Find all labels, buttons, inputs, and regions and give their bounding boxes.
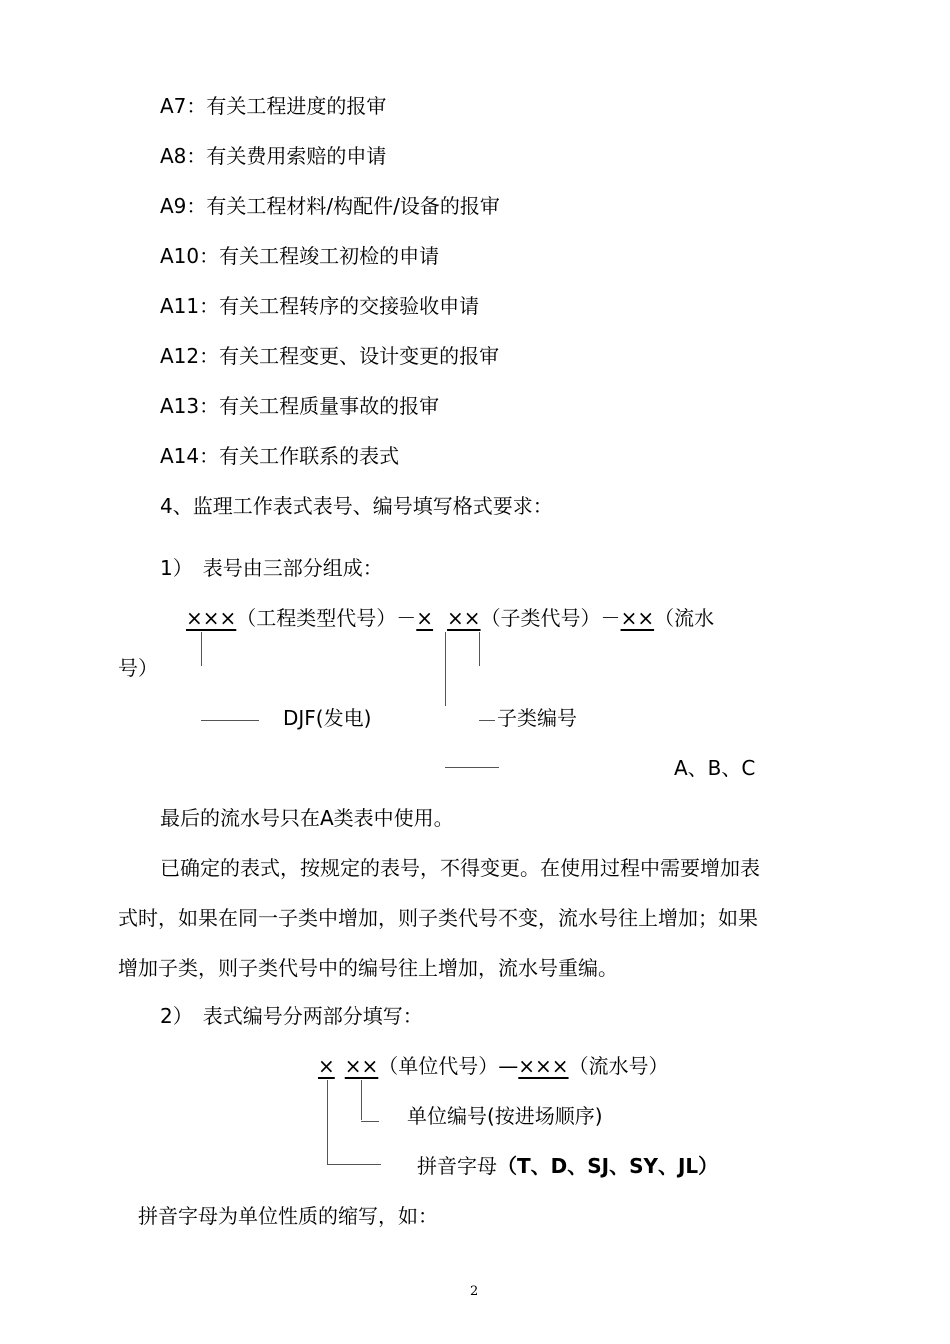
list-item-a9 <box>160 194 500 218</box>
format1-type-label: （工程类型代号）－ <box>236 606 417 630</box>
list-item-a10 <box>160 244 439 268</box>
list-item-a8 <box>160 144 386 168</box>
format2-xxx: ××× <box>518 1054 569 1078</box>
item-code: A8： <box>160 144 207 168</box>
item2-text: 表式编号分两部分填写： <box>202 1004 423 1028</box>
format1-djf: DJF(发电) <box>283 706 372 730</box>
item-code: A7： <box>160 94 207 118</box>
format1-serial-label-a: （流水 <box>654 606 715 630</box>
item-text: 有关工程转序的交接验收申请 <box>219 294 480 318</box>
item-text: 有关工程变更、设计变更的报审 <box>219 344 500 368</box>
list-item-a12 <box>160 344 499 368</box>
format1-serial-label-b: 号） <box>118 656 158 680</box>
format2-serial-label: （流水号） <box>568 1054 669 1078</box>
item-code: A10： <box>160 244 220 268</box>
connector-line <box>445 632 446 706</box>
item1-text: 表号由三部分组成： <box>202 556 383 580</box>
para2-line1: 已确定的表式，按规定的表号，不得变更。在使用过程中需要增加表 <box>160 856 760 880</box>
section4-heading: 4、监理工作表式表号、编号填写格式要求： <box>160 494 553 518</box>
list-item-a14 <box>160 444 399 468</box>
connector-line <box>361 1080 362 1120</box>
item-text: 有关工程进度的报审 <box>206 94 387 118</box>
format2-pinyin <box>417 1154 718 1178</box>
connector-line <box>201 632 202 666</box>
item-text: 有关工程质量事故的报审 <box>219 394 440 418</box>
format1-abc: A、B、C <box>674 756 756 780</box>
para2-line2: 式时，如果在同一子类中增加，则子类代号不变，流水号往上增加；如果 <box>118 906 758 930</box>
item-code: A14： <box>160 444 220 468</box>
item-code: A9： <box>160 194 207 218</box>
format1-xx2: ×× <box>620 606 655 630</box>
format2-x: × <box>318 1054 335 1078</box>
item-code: A13： <box>160 394 220 418</box>
item1-num: 1） <box>160 556 193 580</box>
connector-line <box>445 767 499 768</box>
page-number: 2 <box>470 1284 479 1299</box>
format2-pinyin-codes: （T、D、SJ、SY、JL） <box>497 1154 719 1178</box>
format2-pinyin-label: 拼音字母 <box>417 1154 497 1178</box>
item-text: 有关工程竣工初检的申请 <box>219 244 440 268</box>
format1-sub-label: （子类代号）－ <box>480 606 621 630</box>
para1: 最后的流水号只在A类表中使用。 <box>160 806 454 830</box>
format1-x: × <box>416 606 434 630</box>
item2 <box>160 1004 423 1028</box>
item-text: 有关工程材料/构配件/设备的报审 <box>206 194 500 218</box>
item-text: 有关费用索赔的申请 <box>206 144 387 168</box>
connector-line <box>479 632 480 666</box>
format2-line <box>318 1054 669 1078</box>
last-paragraph: 拼音字母为单位性质的缩写，如： <box>138 1204 438 1228</box>
format2-unit-number: 单位编号(按进场顺序) <box>407 1104 603 1128</box>
connector-line <box>327 1080 328 1164</box>
format2-xx: ×× <box>344 1054 379 1078</box>
connector-line <box>327 1164 381 1165</box>
connector-line <box>479 720 495 721</box>
item-code: A11： <box>160 294 220 318</box>
list-item-a11 <box>160 294 479 318</box>
connector-line <box>201 720 259 721</box>
format2-unit-label: （单位代号）— <box>378 1054 519 1078</box>
format1-xxx: ××× <box>186 606 237 630</box>
list-item-a13 <box>160 394 439 418</box>
connector-line <box>361 1121 379 1122</box>
format1-line <box>186 606 714 630</box>
item-code: A12： <box>160 344 220 368</box>
format1-sub-number: 子类编号 <box>497 706 577 730</box>
list-item-a7 <box>160 94 386 118</box>
item2-num: 2） <box>160 1004 193 1028</box>
para2-line3: 增加子类，则子类代号中的编号往上增加，流水号重编。 <box>118 956 618 980</box>
format1-xx: ×× <box>447 606 481 630</box>
item-text: 有关工作联系的表式 <box>219 444 400 468</box>
item1 <box>160 556 383 580</box>
